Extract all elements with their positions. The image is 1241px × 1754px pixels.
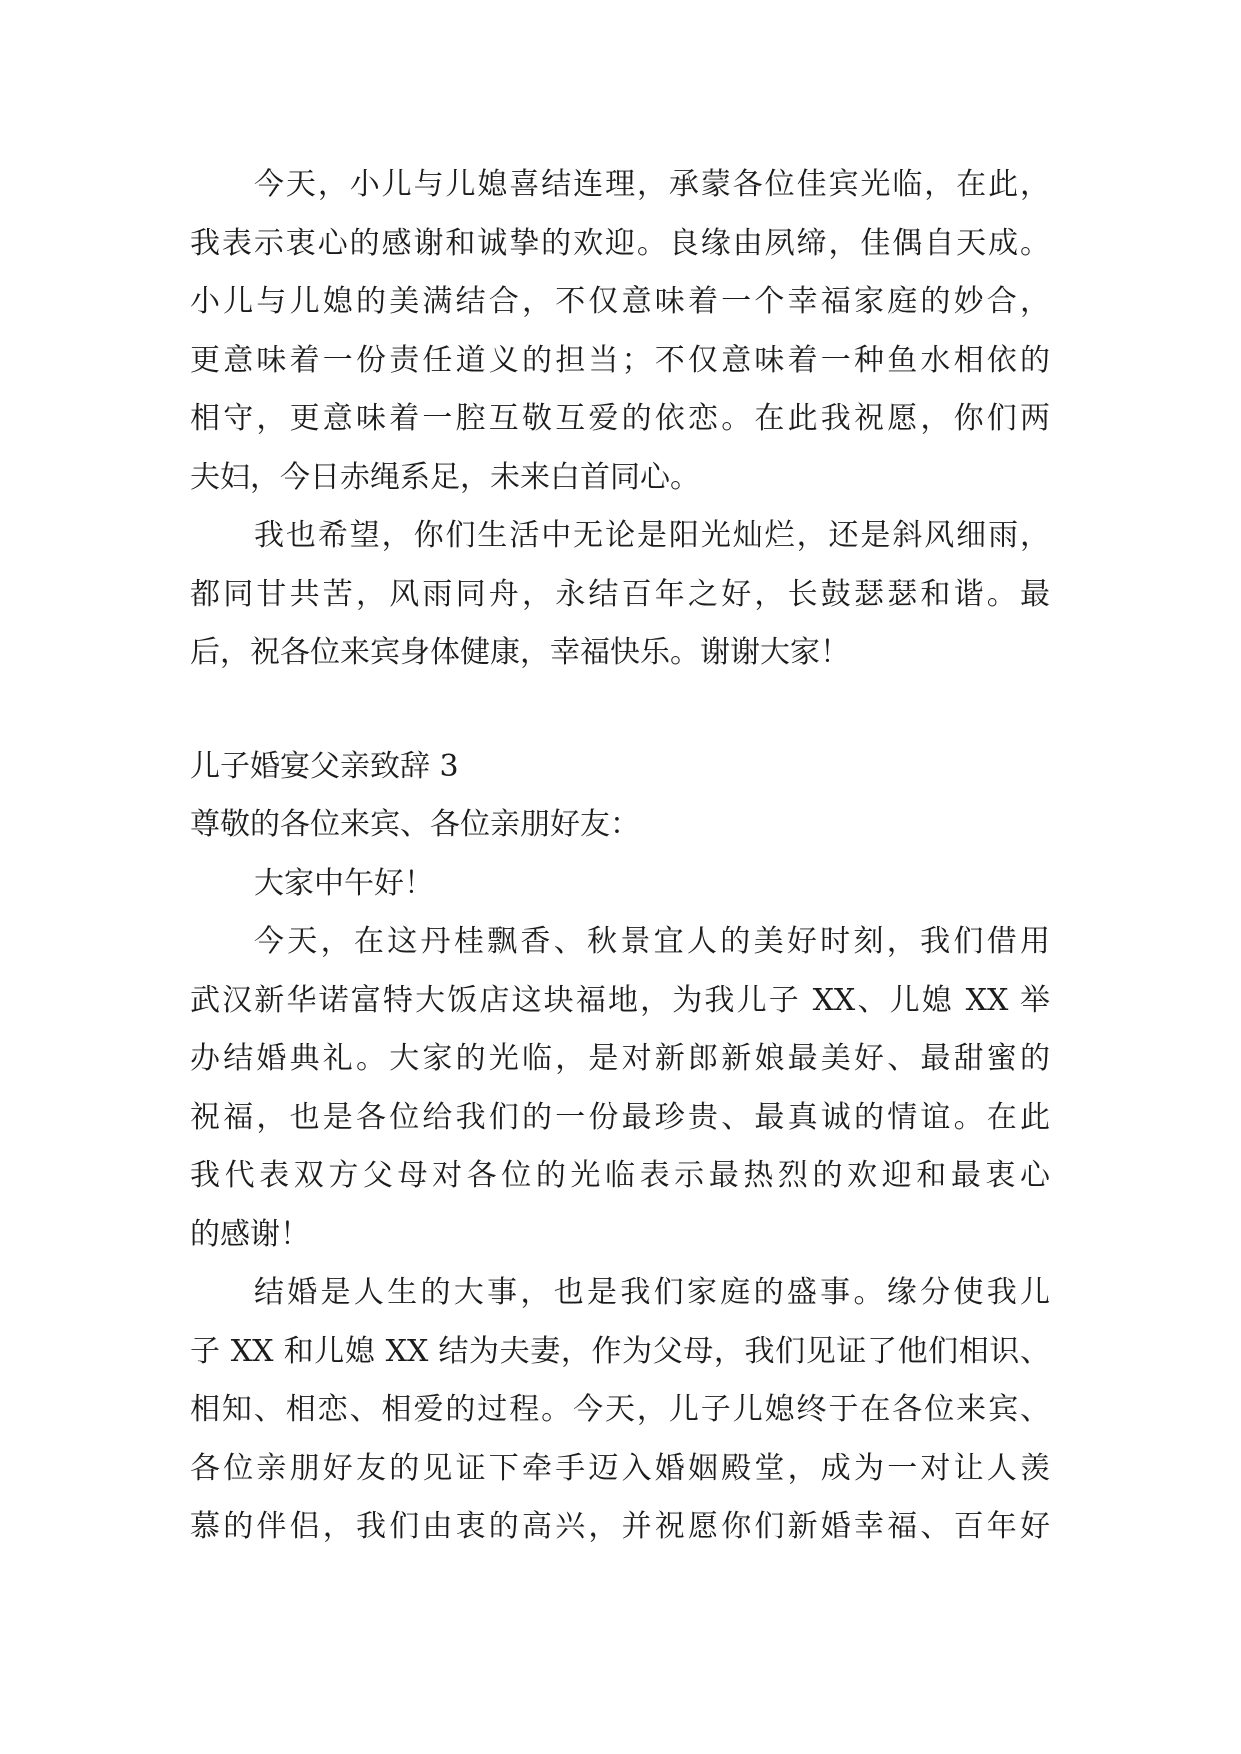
paragraph-1	[190, 156, 1050, 507]
salutation: 尊敬的各位来宾、各位亲朋好友：	[190, 807, 640, 842]
paragraph-4	[190, 1264, 1050, 1557]
paragraph-line: 小儿与儿媳的美满结合，不仅意味着一个幸福家庭的妙合，	[190, 284, 1050, 319]
document-page	[190, 156, 1050, 1557]
paragraph-2	[190, 507, 1050, 683]
paragraph-line: 我代表双方父母对各位的光临表示最热烈的欢迎和最衷心	[190, 1158, 1050, 1193]
paragraph-line: 慕的伴侣，我们由衷的高兴，并祝愿你们新婚幸福、百年好	[190, 1509, 1050, 1544]
blank-line	[190, 683, 1050, 738]
greeting: 大家中午好！	[254, 865, 434, 901]
paragraph-line: 相知、相恋、相爱的过程。今天，儿子儿媳终于在各位来宾、	[190, 1392, 1050, 1427]
paragraph-line: 相守，更意味着一腔互敬互爱的依恋。在此我祝愿，你们两	[190, 401, 1050, 436]
paragraph-line: 夫妇，今日赤绳系足，未来白首同心。	[190, 459, 700, 495]
paragraph-line: 更意味着一份责任道义的担当；不仅意味着一种鱼水相依的	[190, 342, 1050, 378]
paragraph-line: 今天，小儿与儿媳喜结连理，承蒙各位佳宾光临，在此，	[254, 167, 1050, 202]
paragraph-line: 都同甘共苦，风雨同舟，永结百年之好，长鼓瑟瑟和谐。最	[190, 576, 1050, 612]
paragraph-line: 祝福，也是各位给我们的一份最珍贵、最真诚的情谊。在此	[190, 1099, 1050, 1135]
section-heading: 儿子婚宴父亲致辞 3	[190, 748, 459, 784]
paragraph-line: 办结婚典礼。大家的光临，是对新郎新娘最美好、最甜蜜的	[190, 1041, 1050, 1076]
paragraph-3	[190, 913, 1050, 1264]
paragraph-line: 的感谢！	[190, 1216, 310, 1252]
paragraph-line: 今天，在这丹桂飘香、秋景宜人的美好时刻，我们借用	[254, 924, 1050, 959]
paragraph-line: 结婚是人生的大事，也是我们家庭的盛事。缘分使我儿	[254, 1275, 1050, 1310]
paragraph-line: 各位亲朋好友的见证下牵手迈入婚姻殿堂，成为一对让人羡	[190, 1450, 1050, 1486]
paragraph-line: 我表示衷心的感谢和诚挚的欢迎。良缘由夙缔，佳偶自天成。	[190, 225, 1050, 261]
paragraph-line: 子 XX 和儿媳 XX 结为夫妻，作为父母，我们见证了他们相识、	[190, 1333, 1050, 1369]
paragraph-line: 后，祝各位来宾身体健康，幸福快乐。谢谢大家！	[190, 635, 850, 670]
paragraph-line: 我也希望，你们生活中无论是阳光灿烂，还是斜风细雨，	[254, 518, 1050, 553]
paragraph-line: 武汉新华诺富特大饭店这块福地，为我儿子 XX、儿媳 XX 举	[190, 982, 1050, 1018]
